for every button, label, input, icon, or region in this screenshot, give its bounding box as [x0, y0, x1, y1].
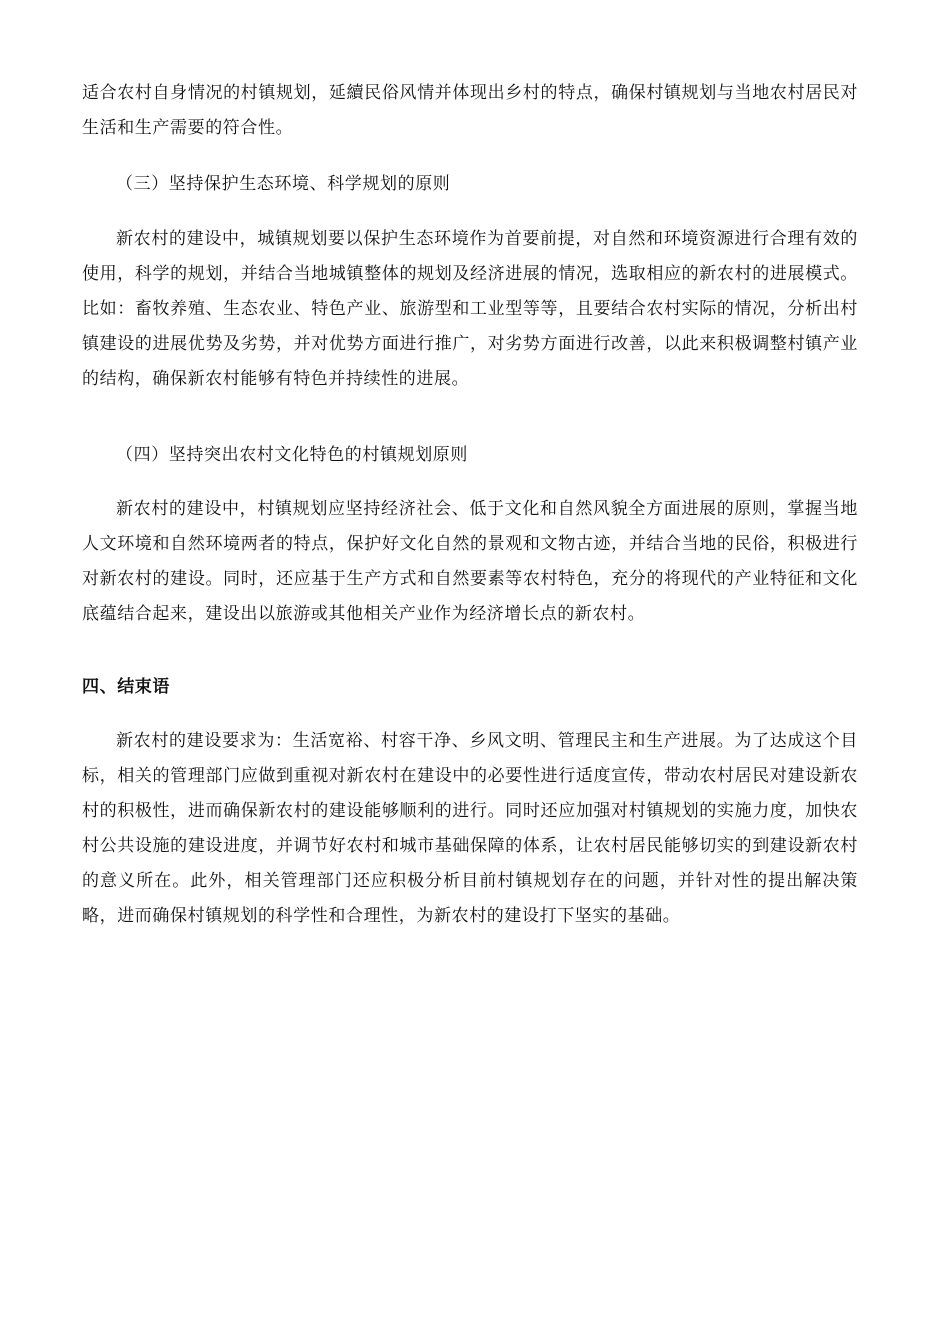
subheading-three: （三）坚持保护生态环境、科学规划的原则	[116, 174, 451, 194]
paragraph-conclusion: 新农村的建设要求为：生活宽裕、村容干净、乡风文明、管理民主和生产进展。为了达成这个目标，相关的管理部门应做到重视对新农村在建设中的必要性进行适度宣传，带动农村居民对建设新农村的积极性，进而确保新农村的建设能够顺利的进行。同时还应加强对村镇规划的实施力度，加快农村公共设施的建设进度，并调节好农村和城市基础保障的体系，让农村居民能够切实的到建设新农村的意义所在。此外，相关管理部门还应积极分析目前村镇规划存在的问题，并针对性的提出解决策略，进而确保村镇规划的科学性和合理性，为新农村的建设打下坚实的基础。	[82, 731, 858, 926]
paragraph-four: 新农村的建设中，村镇规划应坚持经济社会、低于文化和自然风貌全方面进展的原则，掌握当地人文环境和自然环境两者的特点，保护好文化自然的景观和文物古迹，并结合当地的民俗，积极进行对新农村的建设。同时，还应基于生产方式和自然要素等农村特色，充分的将现代的产业特征和文化底蕴结合起来，建设出以旅游或其他相关产业作为经济增长点的新农村。	[82, 499, 858, 624]
paragraph-continuation: 适合农村自身情况的村镇规划，延續民俗风情并体现出乡村的特点，确保村镇规划与当地农村居民对生活和生产需要的符合性。	[82, 83, 858, 138]
section-heading-conclusion: 四、结束语	[82, 677, 170, 697]
paragraph-three: 新农村的建设中，城镇规划要以保护生态环境作为首要前提，对自然和环境资源进行合理有效的使用，科学的规划，并结合当地城镇整体的规划及经济进展的情况，选取相应的新农村的进展模式。比如：畜牧养殖、生态农业、特色产业、旅游型和工业型等等，且要结合农村实际的情况，分析出村镇建设的进展优势及劣势，并对优势方面进行推广，对劣势方面进行改善，以此来积极调整村镇产业的结构，确保新农村能够有特色并持续性的进展。	[82, 229, 858, 389]
subheading-four: （四）坚持突出农村文化特色的村镇规划原则	[116, 445, 468, 465]
